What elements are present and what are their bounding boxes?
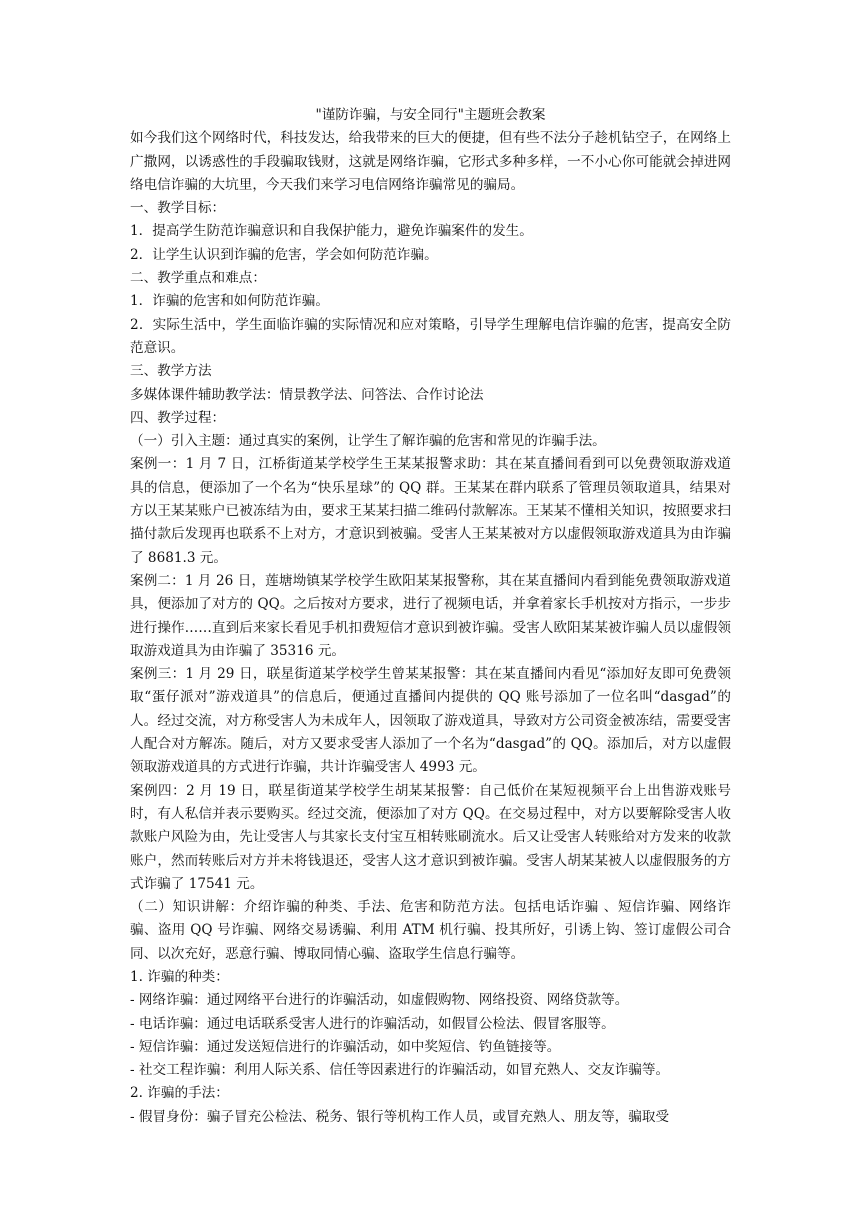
- document-title: "谨防诈骗，与安全同行"主题班会教案: [315, 107, 546, 123]
- paragraph: 多媒体课件辅助教学法：情景教学法、问答法、合作讨论法: [130, 386, 484, 403]
- section-heading: 二、教学重点和难点：: [130, 270, 266, 287]
- section-heading: 四、教学过程：: [130, 409, 226, 426]
- paragraph: 如今我们这个网络时代，科技发达，给我带来的巨大的便捷，但有些不法分子趁机钻空子，在网络上广撒网，以诱惑性的手段骗取钱财，这就是网络诈骗，它形式多种多样，一不小心你可能就会掉进网络电信诈骗的大坑里，今天我们来学习电信网络诈骗常见的骗局。: [130, 130, 731, 193]
- case-paragraph: 案例一：1 月 7 日，江桥街道某学校学生王某某报警求助：其在某直播间看到可以免费领取游戏道具的信息，便添加了一个名为“快乐星球”的 QQ 群。王某某在群内联系了管理员领取道具，结果对方以王某某账户已被冻结为由，要求王某某扫描二维码付款解冻。王某某不懂相关知识，按照要求扫描付款后发现再也联系不上对方，才意识到被骗。受害人王某某被对方以虚假领取游戏道具为由诈骗了 8681.3 元。: [130, 456, 731, 566]
- paragraph: 1．提高学生防范诈骗意识和自我保护能力，避免诈骗案件的发生。: [130, 223, 533, 240]
- list-item: - 网络诈骗：通过网络平台进行的诈骗活动，如虚假购物、网络投资、网络贷款等。: [130, 992, 629, 1009]
- paragraph: （一）引入主题：通过真实的案例，让学生了解诈骗的危害和常见的诈骗手法。: [130, 433, 606, 450]
- list-heading: 1. 诈骗的种类：: [130, 968, 229, 985]
- list-item: - 假冒身份：骗子冒充公检法、税务、银行等机构工作人员，或冒充熟人、朋友等，骗取受: [130, 1108, 670, 1125]
- list-item: - 社交工程诈骗：利用人际关系、信任等因素进行的诈骗活动，如冒充熟人、交友诈骗等。: [130, 1062, 670, 1079]
- document-body: [130, 104, 731, 1129]
- paragraph: 2．让学生认识到诈骗的危害，学会如何防范诈骗。: [130, 246, 438, 263]
- case-paragraph: 案例二：1 月 26 日，莲塘坳镇某学校学生欧阳某某报警称，其在某直播间内看到能免费领取游戏道具，便添加了对方的 QQ。之后按对方要求，进行了视频电话，并拿着家长手机按对方指示，一步步进行操作……直到后来家长看见手机扣费短信才意识到被诈骗。受害人欧阳某某被诈骗人员以虚假领取游戏道具为由诈骗了 35316 元。: [130, 572, 731, 659]
- list-item: - 短信诈骗：通过发送短信进行的诈骗活动，如中奖短信、钓鱼链接等。: [130, 1038, 561, 1055]
- section-heading: 一、教学目标：: [130, 200, 226, 217]
- section-heading: 三、教学方法: [130, 363, 212, 380]
- list-item: - 电话诈骗：通过电话联系受害人进行的诈骗活动，如假冒公检法、假冒客服等。: [130, 1015, 615, 1032]
- case-paragraph: 案例四：2 月 19 日，联星街道某学校学生胡某某报警：自己低价在某短视频平台上出售游戏账号时，有人私信并表示要购买。经过交流，便添加了对方 QQ。在交易过程中，对方以要解除受害人收款账户风险为由，先让受害人与其家长支付宝互相转账刷流水。后又让受害人转账给对方发来的收款账户，然而转账后对方并未将钱退还，受害人这才意识到被诈骗。受害人胡某某被人以虚假服务的方式诈骗了 17541 元。: [130, 782, 731, 892]
- paragraph: （二）知识讲解：介绍诈骗的种类、手法、危害和防范方法。包括电话诈骗 、短信诈骗、网络诈骗、盗用 QQ 号诈骗、网络交易诱骗、利用 ATM 机行骗、投其所好，引诱上钩、签订虚假公司合同、以次充好，恶意行骗、博取同情心骗、盗取学生信息行骗等。: [130, 899, 731, 962]
- paragraph: 2．实际生活中，学生面临诈骗的实际情况和应对策略，引导学生理解电信诈骗的危害，提高安全防范意识。: [130, 316, 731, 356]
- list-heading: 2. 诈骗的手法：: [130, 1085, 229, 1102]
- paragraph: 1．诈骗的危害和如何防范诈骗。: [130, 293, 329, 310]
- case-paragraph: 案例三：1 月 29 日，联星街道某学校学生曾某某报警：其在某直播间内看见“添加好友即可免费领取“蛋仔派对”游戏道具”的信息后，便通过直播间内提供的 QQ 账号添加了一位名叫“dasgad”的人。经过交流，对方称受害人为未成年人，因领取了游戏道具，导致对方公司资金被冻结，需要受害人配合对方解冻。随后，对方又要求受害人添加了一个名为“dasgad”的 QQ。添加后，对方以虚假领取游戏道具的方式进行诈骗，共计诈骗受害人 4993 元。: [130, 666, 731, 776]
